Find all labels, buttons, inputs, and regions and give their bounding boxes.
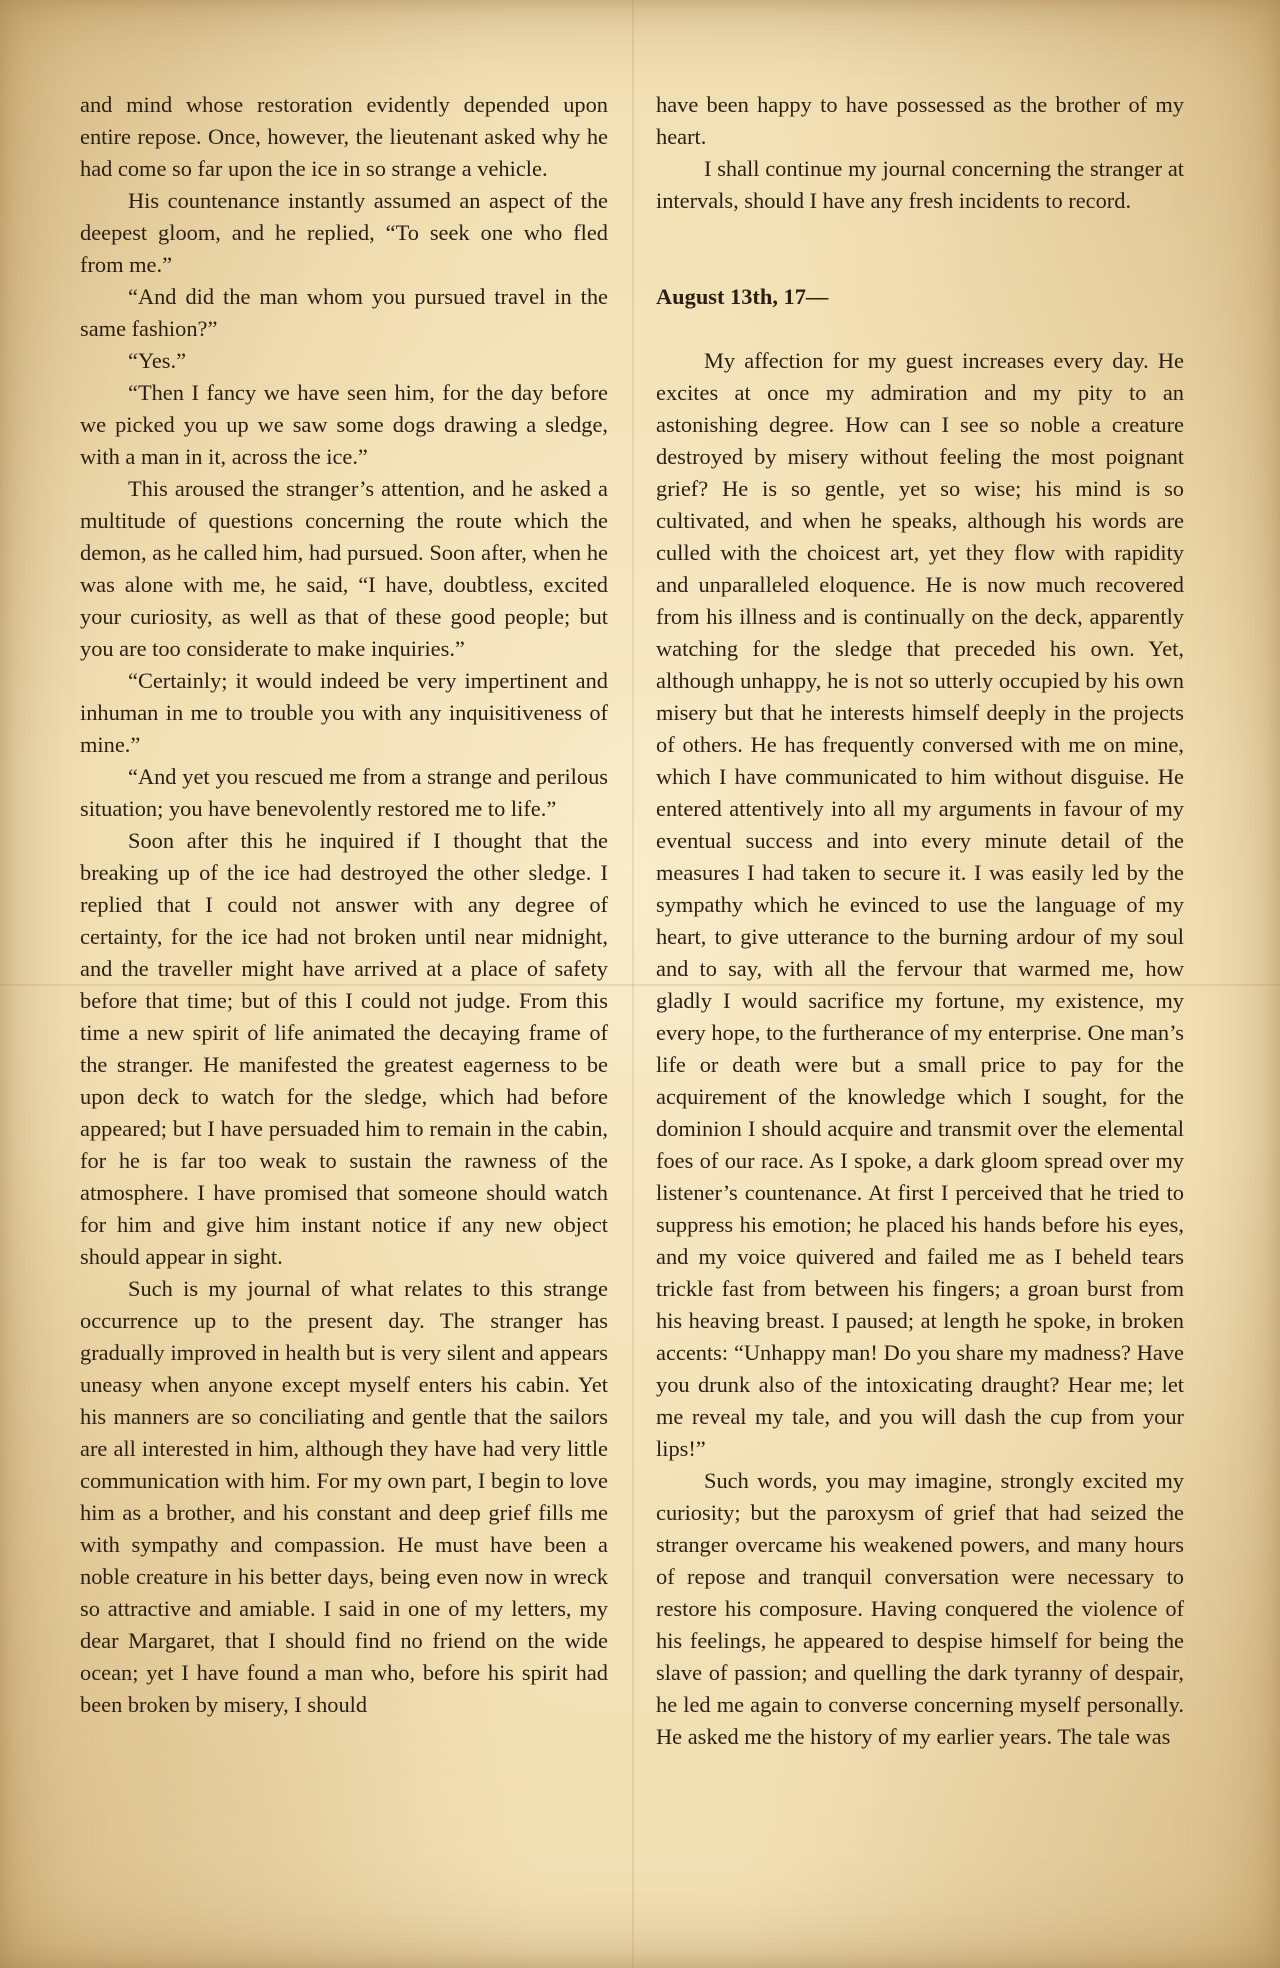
- paragraph: Soon after this he inquired if I thought that the breaking up of the ice had destroyed the other sledge. I replied that I could not answer with any degree of certainty, for the ice had not broken until near midnight, and the traveller might have arrived at a place of safety before that time; but of this I could not judge. From this time a new spirit of life animated the decaying frame of the stranger. He manifested the greatest eagerness to be upon deck to watch for the sledge, which had before appeared; but I have persuaded him to remain in the cabin, for he is far too weak to sustain the rawness of the atmosphere. I have promised that someone should watch for him and give him instant notice if any new object should appear in sight.: [80, 828, 608, 1269]
- paragraph: “And did the man whom you pursued travel in the same fashion?”: [80, 284, 608, 341]
- right-column: [656, 89, 1184, 1753]
- paragraph: “Then I fancy we have seen him, for the day before we picked you up we saw some dogs drawing a sledge, with a man in it, across the ice.”: [80, 380, 608, 469]
- paragraph: Such words, you may imagine, strongly excited my curiosity; but the paroxysm of grief that had seized the stranger overcame his weakened powers, and many hours of repose and tranquil conversation were necessary to restore his composure. Having conquered the violence of his feelings, he appeared to despise himself for being the slave of passion; and quelling the dark tyranny of despair, he led me again to converse concerning myself personally. He asked me the history of my earlier years. The tale was: [656, 1468, 1184, 1749]
- paragraph: “Yes.”: [128, 348, 187, 373]
- paragraph: have been happy to have possessed as the brother of my heart.: [656, 92, 1184, 149]
- journal-date-heading: August 13th, 17—: [656, 284, 829, 309]
- paragraph: My affection for my guest increases every day. He excites at once my admiration and my pity to an astonishing degree. How can I see so noble a creature destroyed by misery without feeling the most poignant grief? He is so gentle, yet so wise; his mind is so cultivated, and when he speaks, although his words are culled with the choicest art, yet they flow with rapidity and unparalleled eloquence. He is now much recovered from his illness and is continually on the deck, apparently watching for the sledge that preceded his own. Yet, although unhappy, he is not so utterly occupied by his own misery but that he interests himself deeply in the projects of others. He has frequently conversed with me on mine, which I have communicated to him without disguise. He entered attentively into all my arguments in favour of my eventual success and into every minute detail of the measures I had taken to secure it. I was easily led by the sympathy which he evinced to use the language of my heart, to give utterance to the burning ardour of my soul and to say, with all the fervour that warmed me, how gladly I would sacrifice my fortune, my existence, my every hope, to the furtherance of my enterprise. One man’s life or death were but a small price to pay for the acquirement of the knowledge which I sought, for the dominion I should acquire and transmit over the elemental foes of our race. As I spoke, a dark gloom spread over my listener’s countenance. At first I perceived that he tried to suppress his emotion; he placed his hands before his eyes, and my voice quivered and failed me as I beheld tears trickle fast from between his fingers; a groan burst from his heaving breast. I paused; at length he spoke, in broken accents: “Unhappy man! Do you share my madness? Have you drunk also of the intoxicating draught? Hear me; let me reveal my tale, and you will dash the cup from your lips!”: [656, 348, 1184, 1461]
- paragraph: Such is my journal of what relates to this strange occurrence up to the present day. The stranger has gradually improved in health but is very silent and appears uneasy when anyone except myself enters his cabin. Yet his manners are so conciliating and gentle that the sailors are all interested in him, although they have had very little communication with him. For my own part, I begin to love him as a brother, and his constant and deep grief fills me with sympathy and compassion. He must have been a noble creature in his better days, being even now in wreck so attractive and amiable. I said in one of my letters, my dear Margaret, that I should find no friend on the wide ocean; yet I have found a man who, before his spirit had been broken by misery, I should: [80, 1276, 608, 1717]
- paragraph: and mind whose restoration evidently depended upon entire repose. Once, however, the lieutenant asked why he had come so far upon the ice in so strange a vehicle.: [80, 92, 608, 181]
- paragraph: I shall continue my journal concerning the stranger at intervals, should I have any fresh incidents to record.: [656, 156, 1184, 213]
- paragraph: This aroused the stranger’s attention, and he asked a multitude of questions concerning the route which the demon, as he called him, had pursued. Soon after, when he was alone with me, he said, “I have, doubtless, excited your curiosity, as well as that of these good people; but you are too considerate to make inquiries.”: [80, 476, 608, 661]
- paragraph: “And yet you rescued me from a strange and perilous situation; you have benevolently restored me to life.”: [80, 764, 608, 821]
- paragraph: “Certainly; it would indeed be very impertinent and inhuman in me to trouble you with any inquisitiveness of mine.”: [80, 668, 608, 757]
- paragraph: His countenance instantly assumed an aspect of the deepest gloom, and he replied, “To seek one who fled from me.”: [80, 188, 608, 277]
- left-column: [80, 89, 608, 1721]
